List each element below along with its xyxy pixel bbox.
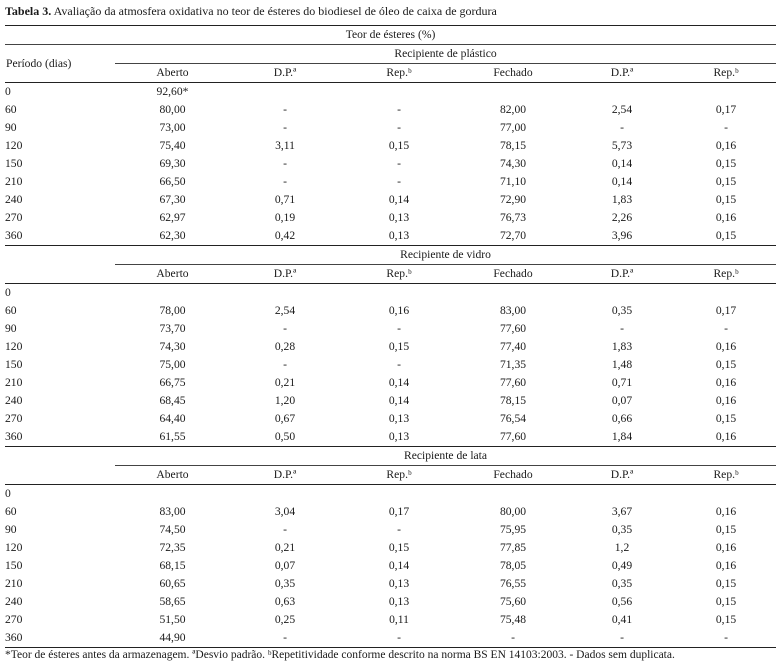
value-cell bbox=[230, 284, 340, 303]
value-cell: - bbox=[397, 121, 401, 134]
section-title-row bbox=[5, 447, 776, 466]
value-cell: 0,21 bbox=[274, 541, 296, 554]
table-row bbox=[5, 539, 776, 557]
column-header: Aberto bbox=[115, 265, 230, 284]
value-cell bbox=[230, 485, 340, 504]
value-cell: 78,15 bbox=[499, 394, 527, 407]
period-cell: 360 bbox=[5, 227, 115, 246]
period-cell: 150 bbox=[5, 358, 23, 371]
value-cell: 3,67 bbox=[611, 505, 633, 518]
column-header: D.P.ª bbox=[568, 265, 676, 284]
value-cell bbox=[115, 485, 230, 504]
table-row bbox=[5, 392, 776, 410]
table-footnote: *Teor de ésteres antes da armazenagem. ªDesvio padrão. ᵇRepetitividade conforme descrito na norma BS EN 14103:2003. - Dados sem duplicata. bbox=[5, 649, 675, 661]
period-cell: 90 bbox=[5, 322, 17, 335]
value-cell: 2,54 bbox=[611, 103, 633, 116]
period-cell: 210 bbox=[5, 577, 23, 590]
section-title: Recipiente de lata bbox=[115, 447, 776, 466]
value-cell: 0,14 bbox=[388, 394, 410, 407]
value-cell bbox=[676, 485, 776, 504]
value-cell: 1,83 bbox=[611, 193, 633, 206]
value-cell: 0,15 bbox=[715, 412, 737, 425]
value-cell bbox=[340, 284, 458, 303]
value-cell: 77,60 bbox=[499, 322, 527, 335]
value-cell: 0,15 bbox=[715, 175, 737, 188]
value-cell: 92,60* bbox=[156, 85, 189, 98]
value-cell: - bbox=[340, 629, 458, 648]
table-row bbox=[5, 137, 776, 155]
value-cell: 64,40 bbox=[159, 412, 186, 425]
value-cell: - bbox=[676, 629, 776, 648]
value-cell: 66,50 bbox=[159, 175, 186, 188]
value-cell: - bbox=[283, 121, 287, 134]
table-row bbox=[5, 101, 776, 119]
value-cell: 3,11 bbox=[275, 139, 295, 152]
value-cell: 76,55 bbox=[499, 577, 527, 590]
value-cell bbox=[115, 284, 230, 303]
period-cell: 270 bbox=[5, 613, 23, 626]
value-cell: 44,90 bbox=[115, 629, 230, 648]
value-cell: 72,35 bbox=[159, 541, 186, 554]
value-cell: 0,17 bbox=[715, 103, 737, 116]
value-cell: 0,15 bbox=[388, 340, 410, 353]
column-header-row bbox=[5, 265, 776, 284]
table-row bbox=[5, 428, 776, 447]
value-cell: 1,48 bbox=[611, 358, 633, 371]
value-cell: 0,28 bbox=[274, 340, 296, 353]
column-header: Fechado bbox=[458, 64, 568, 83]
value-cell bbox=[676, 284, 776, 303]
period-cell: 60 bbox=[5, 505, 17, 518]
column-header: Rep.ᵇ bbox=[676, 466, 776, 485]
period-cell: 120 bbox=[5, 340, 23, 353]
value-cell: 0,13 bbox=[388, 577, 410, 590]
period-cell: 210 bbox=[5, 175, 23, 188]
table-row bbox=[5, 227, 776, 246]
value-cell: 0,15 bbox=[715, 193, 737, 206]
value-cell: 1,83 bbox=[611, 340, 633, 353]
value-cell: 73,70 bbox=[159, 322, 186, 335]
value-cell: 77,40 bbox=[499, 340, 527, 353]
value-cell bbox=[340, 485, 458, 504]
value-cell: 68,15 bbox=[159, 559, 186, 572]
table-row bbox=[5, 209, 776, 227]
value-cell: 74,30 bbox=[159, 340, 186, 353]
value-cell: - bbox=[397, 103, 401, 116]
value-cell: - bbox=[620, 322, 624, 335]
value-cell: 0,07 bbox=[274, 559, 296, 572]
period-cell: 120 bbox=[5, 139, 23, 152]
value-cell: 0,56 bbox=[611, 595, 633, 608]
table-row bbox=[5, 503, 776, 521]
value-cell bbox=[568, 485, 676, 504]
value-cell: 0,15 bbox=[715, 523, 737, 536]
value-cell: 0,16 bbox=[715, 505, 737, 518]
value-cell: 0,63 bbox=[274, 595, 296, 608]
value-cell: 71,35 bbox=[499, 358, 527, 371]
period-cell: 0 bbox=[5, 85, 11, 98]
value-cell: 0,15 bbox=[715, 358, 737, 371]
period-cell: 240 bbox=[5, 394, 23, 407]
value-cell: 75,40 bbox=[159, 139, 186, 152]
value-cell: 0,16 bbox=[715, 376, 737, 389]
value-cell: 80,00 bbox=[159, 103, 186, 116]
value-cell: 51,50 bbox=[159, 613, 186, 626]
value-cell: 66,75 bbox=[159, 376, 186, 389]
value-cell: 60,65 bbox=[159, 577, 186, 590]
value-cell: 78,00 bbox=[159, 304, 186, 317]
value-cell: 0,16 bbox=[715, 139, 737, 152]
table-row bbox=[5, 410, 776, 428]
value-cell bbox=[458, 284, 568, 303]
value-cell: 0,13 bbox=[388, 595, 410, 608]
value-cell: 5,73 bbox=[611, 139, 633, 152]
section-title: Recipiente de plástico bbox=[115, 45, 776, 64]
value-cell: 83,00 bbox=[499, 304, 527, 317]
value-cell: 0,35 bbox=[611, 304, 633, 317]
value-cell: 0,13 bbox=[388, 412, 410, 425]
value-cell: 0,35 bbox=[611, 523, 633, 536]
value-cell: 72,70 bbox=[458, 227, 568, 246]
value-cell: 1,2 bbox=[614, 541, 630, 554]
value-cell: 0,16 bbox=[676, 428, 776, 447]
value-cell: 0,50 bbox=[230, 428, 340, 447]
value-cell: - bbox=[397, 523, 401, 536]
column-header: Rep.ᵇ bbox=[340, 265, 458, 284]
value-cell: 74,50 bbox=[159, 523, 186, 536]
period-cell: 360 bbox=[5, 629, 115, 648]
value-cell bbox=[568, 83, 676, 102]
column-header: Rep.ᵇ bbox=[340, 64, 458, 83]
value-cell: 0,11 bbox=[389, 613, 409, 626]
period-cell: 60 bbox=[5, 304, 17, 317]
value-cell: - bbox=[230, 629, 340, 648]
value-cell: 75,00 bbox=[159, 358, 186, 371]
table-row bbox=[5, 593, 776, 611]
value-cell: 0,16 bbox=[715, 340, 737, 353]
value-cell: 0,21 bbox=[274, 376, 296, 389]
value-cell: - bbox=[620, 121, 624, 134]
value-cell bbox=[458, 83, 568, 102]
column-header: Fechado bbox=[458, 265, 568, 284]
value-cell: 0,71 bbox=[274, 193, 296, 206]
value-cell: 75,48 bbox=[499, 613, 527, 626]
value-cell: 74,30 bbox=[499, 157, 527, 170]
value-cell: 0,13 bbox=[388, 211, 410, 224]
value-cell: - bbox=[283, 157, 287, 170]
value-cell: 80,00 bbox=[499, 505, 527, 518]
value-cell: - bbox=[724, 322, 728, 335]
value-cell: - bbox=[283, 103, 287, 116]
column-header: D.P.ª bbox=[568, 466, 676, 485]
column-header: D.P.ª bbox=[568, 64, 676, 83]
value-cell: 0,15 bbox=[388, 139, 410, 152]
table-row bbox=[5, 557, 776, 575]
value-cell: 77,00 bbox=[499, 121, 527, 134]
column-header: Fechado bbox=[458, 466, 568, 485]
table-row bbox=[5, 191, 776, 209]
value-cell: - bbox=[397, 358, 401, 371]
value-cell: 1,20 bbox=[274, 394, 296, 407]
value-cell: 0,15 bbox=[715, 595, 737, 608]
column-header: Aberto bbox=[115, 64, 230, 83]
caption-text: Avaliação da atmosfera oxidativa no teor de ésteres do biodiesel de óleo de caixa de gordura bbox=[51, 4, 497, 18]
section-title-row bbox=[5, 45, 776, 64]
table-row bbox=[5, 611, 776, 629]
value-cell: 0,35 bbox=[274, 577, 296, 590]
period-cell: 270 bbox=[5, 211, 23, 224]
table-row bbox=[5, 320, 776, 338]
value-cell: - bbox=[283, 322, 287, 335]
period-cell: 0 bbox=[5, 487, 11, 500]
value-cell bbox=[458, 485, 568, 504]
period-cell: 360 bbox=[5, 428, 115, 447]
value-cell: 72,90 bbox=[499, 193, 527, 206]
period-cell: 210 bbox=[5, 376, 23, 389]
section-title-row bbox=[5, 246, 776, 265]
value-cell: 0,67 bbox=[274, 412, 296, 425]
period-header: Período (dias) bbox=[5, 45, 115, 83]
value-cell: 73,00 bbox=[159, 121, 186, 134]
value-cell: 0,07 bbox=[611, 394, 633, 407]
value-cell: 0,16 bbox=[715, 541, 737, 554]
section-title: Recipiente de vidro bbox=[115, 246, 776, 265]
table-row bbox=[5, 284, 776, 303]
value-cell: 0,19 bbox=[274, 211, 296, 224]
value-cell: 77,60 bbox=[499, 376, 527, 389]
value-cell: 2,26 bbox=[611, 211, 633, 224]
value-cell: - bbox=[397, 157, 401, 170]
value-cell: 62,97 bbox=[159, 211, 186, 224]
table-row bbox=[5, 155, 776, 173]
column-header: D.P.ª bbox=[230, 265, 340, 284]
period-cell: 240 bbox=[5, 595, 23, 608]
period-cell: 240 bbox=[5, 193, 23, 206]
column-header: Rep.ᵇ bbox=[676, 265, 776, 284]
value-cell: 0,14 bbox=[611, 157, 633, 170]
table-row bbox=[5, 302, 776, 320]
group-header-row bbox=[5, 26, 776, 45]
value-cell: - bbox=[283, 175, 287, 188]
value-cell: - bbox=[283, 358, 287, 371]
value-cell: - bbox=[458, 629, 568, 648]
table-row bbox=[5, 629, 776, 648]
table-row bbox=[5, 521, 776, 539]
value-cell: 0,16 bbox=[715, 211, 737, 224]
value-cell: 0,41 bbox=[611, 613, 633, 626]
table-row bbox=[5, 338, 776, 356]
value-cell: - bbox=[397, 175, 401, 188]
period-cell: 120 bbox=[5, 541, 23, 554]
value-cell: 0,17 bbox=[388, 505, 410, 518]
value-cell: 0,42 bbox=[230, 227, 340, 246]
value-cell bbox=[230, 83, 340, 102]
value-cell bbox=[340, 83, 458, 102]
value-cell: 76,54 bbox=[499, 412, 527, 425]
period-header-empty bbox=[5, 447, 115, 485]
table-row bbox=[5, 356, 776, 374]
value-cell: 61,55 bbox=[115, 428, 230, 447]
table-caption bbox=[5, 4, 497, 19]
value-cell: 0,49 bbox=[611, 559, 633, 572]
table-row bbox=[5, 374, 776, 392]
value-cell: 0,15 bbox=[715, 577, 737, 590]
value-cell: 77,60 bbox=[458, 428, 568, 447]
value-cell bbox=[568, 284, 676, 303]
value-cell: - bbox=[283, 523, 287, 536]
value-cell: 0,16 bbox=[388, 304, 410, 317]
value-cell: 3,04 bbox=[274, 505, 296, 518]
value-cell: 76,73 bbox=[499, 211, 527, 224]
value-cell: 0,17 bbox=[715, 304, 737, 317]
value-cell: 0,15 bbox=[676, 227, 776, 246]
period-cell: 90 bbox=[5, 121, 17, 134]
column-header: Aberto bbox=[115, 466, 230, 485]
group-title: Teor de ésteres (%) bbox=[5, 26, 776, 45]
column-header: D.P.ª bbox=[230, 64, 340, 83]
column-header: Rep.ᵇ bbox=[340, 466, 458, 485]
value-cell: 0,66 bbox=[611, 412, 633, 425]
value-cell: 2,54 bbox=[274, 304, 296, 317]
period-cell: 150 bbox=[5, 157, 23, 170]
table-row bbox=[5, 119, 776, 137]
table-row bbox=[5, 485, 776, 504]
period-cell: 0 bbox=[5, 286, 11, 299]
table-row bbox=[5, 575, 776, 593]
table-row bbox=[5, 173, 776, 191]
value-cell: 0,13 bbox=[340, 428, 458, 447]
value-cell: 77,85 bbox=[499, 541, 527, 554]
value-cell: 0,16 bbox=[715, 559, 737, 572]
column-header: Rep.ᵇ bbox=[676, 64, 776, 83]
table-row bbox=[5, 83, 776, 102]
value-cell: 0,15 bbox=[715, 157, 737, 170]
value-cell: 69,30 bbox=[159, 157, 186, 170]
value-cell: 0,16 bbox=[715, 394, 737, 407]
value-cell: 68,45 bbox=[159, 394, 186, 407]
value-cell: 0,14 bbox=[611, 175, 633, 188]
value-cell: 67,30 bbox=[159, 193, 186, 206]
value-cell: 0,25 bbox=[274, 613, 296, 626]
value-cell bbox=[676, 83, 776, 102]
value-cell: 75,60 bbox=[499, 595, 527, 608]
ester-content-table bbox=[5, 25, 776, 648]
column-header: D.P.ª bbox=[230, 466, 340, 485]
value-cell: 1,84 bbox=[568, 428, 676, 447]
value-cell: 0,15 bbox=[715, 613, 737, 626]
caption-label: Tabela 3. bbox=[5, 4, 52, 18]
value-cell: - bbox=[397, 322, 401, 335]
value-cell: 0,71 bbox=[611, 376, 633, 389]
value-cell: 0,14 bbox=[388, 559, 410, 572]
value-cell: 62,30 bbox=[115, 227, 230, 246]
value-cell: - bbox=[568, 629, 676, 648]
period-header-empty bbox=[5, 246, 115, 284]
value-cell: - bbox=[724, 121, 728, 134]
value-cell: 58,65 bbox=[159, 595, 186, 608]
period-cell: 150 bbox=[5, 559, 23, 572]
period-cell: 270 bbox=[5, 412, 23, 425]
period-cell: 90 bbox=[5, 523, 17, 536]
value-cell: 3,96 bbox=[568, 227, 676, 246]
value-cell: 0,14 bbox=[388, 376, 410, 389]
value-cell: 75,95 bbox=[499, 523, 527, 536]
value-cell: 0,13 bbox=[340, 227, 458, 246]
value-cell: 83,00 bbox=[159, 505, 186, 518]
period-cell: 60 bbox=[5, 103, 17, 116]
column-header-row bbox=[5, 64, 776, 83]
value-cell: 0,14 bbox=[388, 193, 410, 206]
value-cell: 78,05 bbox=[499, 559, 527, 572]
value-cell: 82,00 bbox=[499, 103, 527, 116]
value-cell: 0,35 bbox=[611, 577, 633, 590]
value-cell: 71,10 bbox=[499, 175, 527, 188]
column-header-row bbox=[5, 466, 776, 485]
value-cell: 0,15 bbox=[388, 541, 410, 554]
value-cell: 78,15 bbox=[499, 139, 527, 152]
